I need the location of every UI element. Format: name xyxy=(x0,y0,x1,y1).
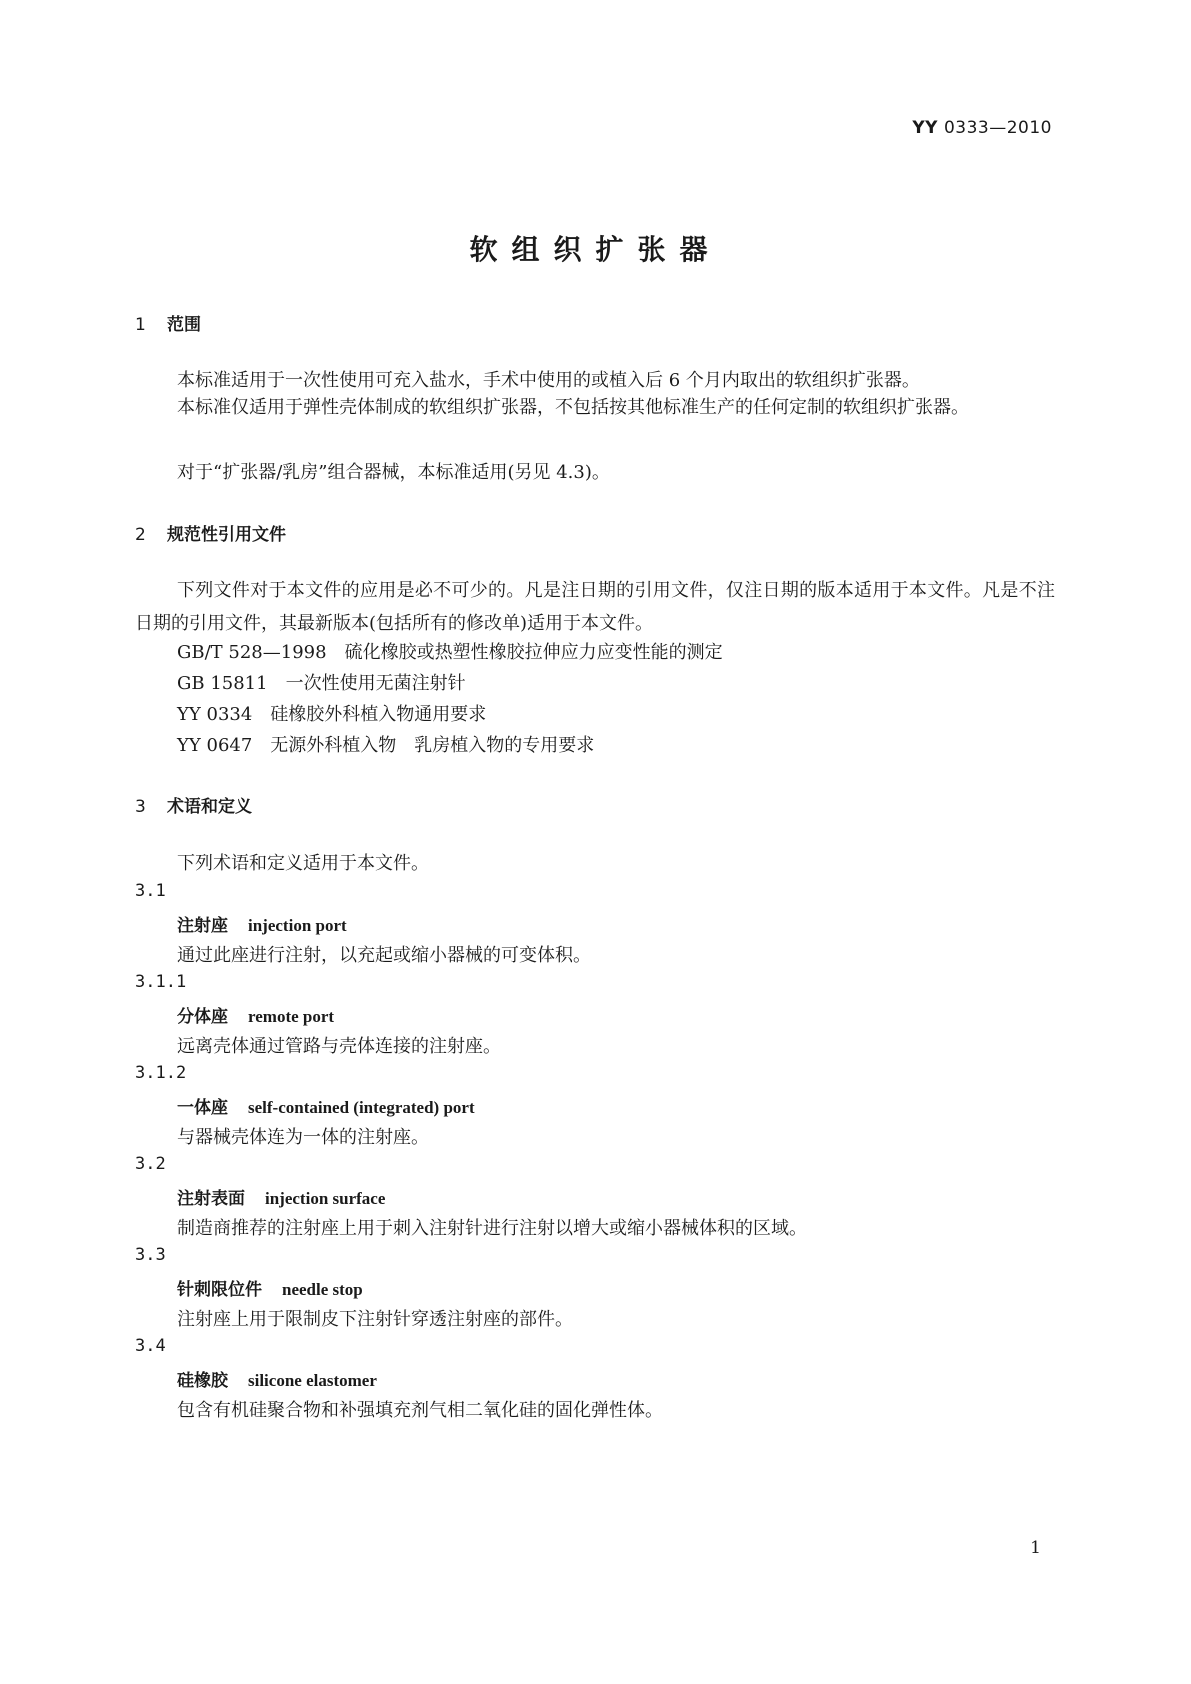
s2-paragraph-1: 下列文件对于本文件的应用是必不可少的。凡是注日期的引用文件，仅注日期的版本适用于本文件。凡是不注日期的引用文件，其最新版本(包括所有的修改单)适用于本文件。 xyxy=(135,580,1055,634)
s3-intro: 下列术语和定义适用于本文件。 xyxy=(177,853,429,874)
term-heading: 注射表面 injection surface xyxy=(177,1189,386,1209)
term-number: 3.1.2 xyxy=(135,1063,187,1083)
term-number: 3.4 xyxy=(135,1336,166,1356)
term-heading: 注射座 injection port xyxy=(177,916,347,936)
term-definition: 远离壳体通过管路与壳体连接的注射座。 xyxy=(177,1036,501,1057)
section-1-heading: 1 范围 xyxy=(135,315,201,335)
reference-2: GB 15811 一次性使用无菌注射针 xyxy=(177,673,466,694)
section-3-heading: 3 术语和定义 xyxy=(135,797,252,817)
term-heading: 针刺限位件 needle stop xyxy=(177,1280,363,1300)
reference-1: GB/T 528—1998 硫化橡胶或热塑性橡胶拉伸应力应变性能的测定 xyxy=(177,642,723,663)
document-title: 软组织扩张器 xyxy=(469,233,722,266)
s1-paragraph-3: 对于“扩张器/乳房”组合器械，本标准适用(另见 4.3)。 xyxy=(177,462,610,483)
standard-code: YY 0333—2010 xyxy=(912,118,1052,138)
reference-3: YY 0334 硅橡胶外科植入物通用要求 xyxy=(177,704,487,725)
reference-4: YY 0647 无源外科植入物 乳房植入物的专用要求 xyxy=(177,735,595,756)
s1-paragraph-1: 本标准适用于一次性使用可充入盐水，手术中使用的或植入后 6 个月内取出的软组织扩张器。 xyxy=(177,370,920,391)
page-number: 1 xyxy=(1030,1538,1041,1558)
term-definition: 与器械壳体连为一体的注射座。 xyxy=(177,1127,429,1148)
section-2-heading: 2 规范性引用文件 xyxy=(135,525,286,545)
term-definition: 通过此座进行注射，以充起或缩小器械的可变体积。 xyxy=(177,945,591,966)
term-number: 3.1.1 xyxy=(135,972,187,992)
term-heading: 一体座 self-contained (integrated) port xyxy=(177,1098,475,1118)
s1-paragraph-2: 本标准仅适用于弹性壳体制成的软组织扩张器，不包括按其他标准生产的任何定制的软组织扩张器。 xyxy=(177,397,969,418)
term-heading: 硅橡胶 silicone elastomer xyxy=(177,1371,377,1391)
term-heading: 分体座 remote port xyxy=(177,1007,335,1027)
term-number: 3.1 xyxy=(135,881,166,901)
term-definition: 包含有机硅聚合物和补强填充剂气相二氧化硅的固化弹性体。 xyxy=(177,1400,663,1421)
term-number: 3.2 xyxy=(135,1154,166,1174)
term-definition: 制造商推荐的注射座上用于刺入注射针进行注射以增大或缩小器械体积的区域。 xyxy=(177,1218,807,1239)
term-definition: 注射座上用于限制皮下注射针穿透注射座的部件。 xyxy=(177,1309,573,1330)
term-number: 3.3 xyxy=(135,1245,166,1265)
